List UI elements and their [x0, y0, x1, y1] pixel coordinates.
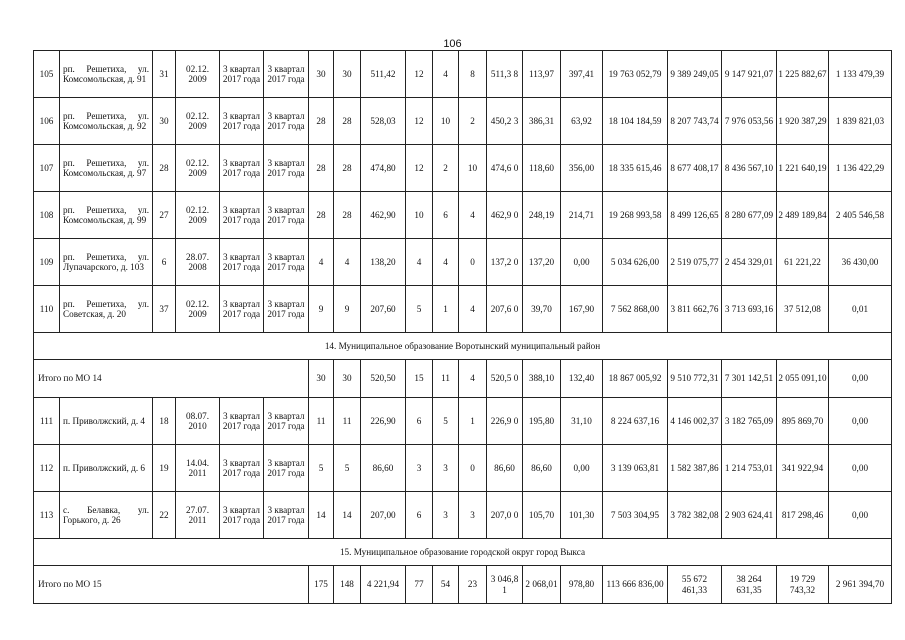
section-header-row: [34, 539, 892, 566]
table-cell: 3 квартал 2017 года: [220, 145, 264, 192]
section-title: 15. Муниципальное образование городской округ город Выкса: [34, 539, 892, 566]
table-cell: 0,01: [829, 286, 892, 333]
address-cell: рп. Решетиха, ул. Лупачарского, д. 103: [60, 239, 153, 286]
table-cell: 02.12. 2009: [176, 51, 220, 98]
table-cell: 55 672 461,33: [668, 566, 722, 604]
table-cell: 2 454 329,01: [722, 239, 777, 286]
table-cell: 28: [309, 145, 334, 192]
address-cell: рп. Решетиха, ул. Комсомольская, д. 92: [60, 98, 153, 145]
row-number: 105: [34, 51, 60, 98]
table-cell: 11: [433, 360, 459, 398]
table-cell: 2: [433, 145, 459, 192]
table-cell: 3 квартал 2017 года: [220, 286, 264, 333]
table-cell: 3 782 382,08: [668, 492, 722, 539]
total-row: [34, 566, 892, 604]
table-cell: 4: [459, 286, 487, 333]
table-cell: 895 869,70: [777, 398, 829, 445]
table-cell: 28: [334, 192, 361, 239]
table-cell: 3 квартал 2017 года: [220, 98, 264, 145]
table-cell: 36 430,00: [829, 239, 892, 286]
table-cell: 3 квартал 2017 года: [220, 239, 264, 286]
table-cell: 1 133 479,39: [829, 51, 892, 98]
table-cell: 462,9 0: [487, 192, 523, 239]
table-cell: 14: [334, 492, 361, 539]
table-cell: 38 264 631,35: [722, 566, 777, 604]
table-cell: 3: [433, 445, 459, 492]
table-cell: 207,60: [361, 286, 406, 333]
row-number: 110: [34, 286, 60, 333]
table-cell: 4 221,94: [361, 566, 406, 604]
table-cell: 8 436 567,10: [722, 145, 777, 192]
table-cell: 8 224 637,16: [603, 398, 668, 445]
table-cell: 7 301 142,51: [722, 360, 777, 398]
table-cell: 113,97: [523, 51, 561, 98]
table-cell: 1 225 882,67: [777, 51, 829, 98]
section-title: 14. Муниципальное образование Воротынский муниципальный район: [34, 333, 892, 360]
table-cell: 11: [309, 398, 334, 445]
table-row: [34, 445, 892, 492]
table-cell: 118,60: [523, 145, 561, 192]
table-cell: 31: [153, 51, 176, 98]
table-cell: 207,0 0: [487, 492, 523, 539]
table-cell: 14.04. 2011: [176, 445, 220, 492]
table-cell: 31,10: [561, 398, 603, 445]
address-cell: рп. Решетиха, ул. Комсомольская, д. 99: [60, 192, 153, 239]
table-row: [34, 398, 892, 445]
table-cell: 18: [153, 398, 176, 445]
table-cell: 1: [433, 286, 459, 333]
row-number: 106: [34, 98, 60, 145]
table-row: [34, 51, 892, 98]
table-cell: 2 068,01: [523, 566, 561, 604]
address-cell: с. Белавка, ул. Горького, д. 26: [60, 492, 153, 539]
table-cell: 28: [334, 145, 361, 192]
table-cell: 3 квартал 2017 года: [264, 286, 309, 333]
table-cell: 450,2 3: [487, 98, 523, 145]
table-cell: 6: [406, 492, 433, 539]
row-number: 112: [34, 445, 60, 492]
table-cell: 3 квартал 2017 года: [264, 192, 309, 239]
table-row: [34, 192, 892, 239]
table-cell: 6: [153, 239, 176, 286]
table-cell: 30: [334, 51, 361, 98]
table-cell: 3 квартал 2017 года: [220, 398, 264, 445]
row-number: 109: [34, 239, 60, 286]
table-cell: 9 389 249,05: [668, 51, 722, 98]
table-cell: 0,00: [829, 398, 892, 445]
table-cell: 15: [406, 360, 433, 398]
table-cell: 6: [406, 398, 433, 445]
table-cell: 511,42: [361, 51, 406, 98]
table-cell: 113 666 836,00: [603, 566, 668, 604]
table-cell: 86,60: [523, 445, 561, 492]
table-cell: 520,5 0: [487, 360, 523, 398]
table-cell: 7 562 868,00: [603, 286, 668, 333]
table-cell: 3: [406, 445, 433, 492]
table-cell: 1 136 422,29: [829, 145, 892, 192]
table-cell: 12: [406, 98, 433, 145]
table-cell: 520,50: [361, 360, 406, 398]
table-cell: 3 квартал 2017 года: [264, 98, 309, 145]
table-cell: 8 280 677,09: [722, 192, 777, 239]
total-row: [34, 360, 892, 398]
table-cell: 3 139 063,81: [603, 445, 668, 492]
table-cell: 9 147 921,07: [722, 51, 777, 98]
table-cell: 28: [334, 98, 361, 145]
table-cell: 8 207 743,74: [668, 98, 722, 145]
table-cell: 3 квартал 2017 года: [220, 492, 264, 539]
table-cell: 19: [153, 445, 176, 492]
table-cell: 2 489 189,84: [777, 192, 829, 239]
table-cell: 1 582 387,86: [668, 445, 722, 492]
table-cell: 8 677 408,17: [668, 145, 722, 192]
table-cell: 3 квартал 2017 года: [264, 398, 309, 445]
address-cell: п. Приволжский, д. 6: [60, 445, 153, 492]
table-cell: 8: [459, 51, 487, 98]
row-number: 113: [34, 492, 60, 539]
table-cell: 386,31: [523, 98, 561, 145]
address-cell: п. Приволжский, д. 4: [60, 398, 153, 445]
table-cell: 28: [309, 192, 334, 239]
table-cell: 0,00: [561, 239, 603, 286]
table-cell: 9 510 772,31: [668, 360, 722, 398]
table-cell: 2 961 394,70: [829, 566, 892, 604]
table-cell: 388,10: [523, 360, 561, 398]
table-cell: 511,3 8: [487, 51, 523, 98]
table-cell: 4: [433, 239, 459, 286]
table-cell: 28: [153, 145, 176, 192]
table-cell: 37: [153, 286, 176, 333]
table-cell: 207,6 0: [487, 286, 523, 333]
table-cell: 2 903 624,41: [722, 492, 777, 539]
table-cell: 27: [153, 192, 176, 239]
table-cell: 4: [406, 239, 433, 286]
table-cell: 397,41: [561, 51, 603, 98]
table-cell: 105,70: [523, 492, 561, 539]
table-cell: 28: [309, 98, 334, 145]
table-cell: 1 214 753,01: [722, 445, 777, 492]
table-cell: 02.12. 2009: [176, 192, 220, 239]
table-cell: 54: [433, 566, 459, 604]
table-cell: 248,19: [523, 192, 561, 239]
table-cell: 175: [309, 566, 334, 604]
table-cell: 18 335 615,46: [603, 145, 668, 192]
table-cell: 3 квартал 2017 года: [264, 492, 309, 539]
address-cell: рп. Решетиха, ул. Комсомольская, д. 97: [60, 145, 153, 192]
table-cell: 4: [459, 192, 487, 239]
table-cell: 12: [406, 145, 433, 192]
table-cell: 356,00: [561, 145, 603, 192]
total-label: Итого по МО 14: [34, 360, 309, 398]
table-cell: 817 298,46: [777, 492, 829, 539]
table-cell: 3 квартал 2017 года: [264, 145, 309, 192]
table-cell: 0,00: [829, 360, 892, 398]
table-cell: 86,60: [361, 445, 406, 492]
table-cell: 30: [153, 98, 176, 145]
table-cell: 11: [334, 398, 361, 445]
table-cell: 978,80: [561, 566, 603, 604]
table-row: [34, 145, 892, 192]
table-cell: 18 867 005,92: [603, 360, 668, 398]
table-cell: 138,20: [361, 239, 406, 286]
table-cell: 167,90: [561, 286, 603, 333]
table-cell: 214,71: [561, 192, 603, 239]
table-cell: 1 221 640,19: [777, 145, 829, 192]
table-cell: 0,00: [561, 445, 603, 492]
table-cell: 37 512,08: [777, 286, 829, 333]
table-cell: 226,9 0: [487, 398, 523, 445]
table-cell: 207,00: [361, 492, 406, 539]
table-cell: 10: [406, 192, 433, 239]
table-cell: 10: [433, 98, 459, 145]
table-cell: 7 976 053,56: [722, 98, 777, 145]
table-cell: 474,80: [361, 145, 406, 192]
table-cell: 30: [309, 360, 334, 398]
table-cell: 5: [309, 445, 334, 492]
table-cell: 1 839 821,03: [829, 98, 892, 145]
table-cell: 4: [459, 360, 487, 398]
table-cell: 0,00: [829, 492, 892, 539]
table-cell: 462,90: [361, 192, 406, 239]
table-cell: 86,60: [487, 445, 523, 492]
table-row: [34, 492, 892, 539]
table-cell: 137,2 0: [487, 239, 523, 286]
table-cell: 0: [459, 239, 487, 286]
table-cell: 12: [406, 51, 433, 98]
table-cell: 19 729 743,32: [777, 566, 829, 604]
table-cell: 5: [406, 286, 433, 333]
table-cell: 4: [309, 239, 334, 286]
table-cell: 63,92: [561, 98, 603, 145]
table-cell: 3 182 765,09: [722, 398, 777, 445]
table-cell: 61 221,22: [777, 239, 829, 286]
table-cell: 1: [459, 398, 487, 445]
table-cell: 77: [406, 566, 433, 604]
table-cell: 226,90: [361, 398, 406, 445]
table-cell: 3 713 693,16: [722, 286, 777, 333]
table-cell: 02.12. 2009: [176, 145, 220, 192]
row-number: 111: [34, 398, 60, 445]
table-cell: 30: [309, 51, 334, 98]
total-label: Итого по МО 15: [34, 566, 309, 604]
table-cell: 148: [334, 566, 361, 604]
table-cell: 2 519 075,77: [668, 239, 722, 286]
table-cell: 137,20: [523, 239, 561, 286]
table-cell: 0,00: [829, 445, 892, 492]
table-cell: 3 квартал 2017 года: [264, 445, 309, 492]
table-cell: 27.07. 2011: [176, 492, 220, 539]
table-cell: 4: [433, 51, 459, 98]
table-cell: 2 405 546,58: [829, 192, 892, 239]
table-cell: 474,6 0: [487, 145, 523, 192]
table-cell: 101,30: [561, 492, 603, 539]
table-cell: 341 922,94: [777, 445, 829, 492]
row-number: 108: [34, 192, 60, 239]
table-row: [34, 98, 892, 145]
table-cell: 132,40: [561, 360, 603, 398]
page-number: 106: [443, 38, 462, 50]
table-cell: 3 811 662,76: [668, 286, 722, 333]
table-cell: 3 квартал 2017 года: [264, 239, 309, 286]
table-cell: 3: [433, 492, 459, 539]
section-header-row: [34, 333, 892, 360]
address-cell: рп. Решетиха, ул. Советская, д. 20: [60, 286, 153, 333]
table-cell: 30: [334, 360, 361, 398]
table-cell: 28.07. 2008: [176, 239, 220, 286]
table-cell: 9: [309, 286, 334, 333]
table-cell: 6: [433, 192, 459, 239]
table-cell: 23: [459, 566, 487, 604]
table-cell: 10: [459, 145, 487, 192]
table-cell: 3 квартал 2017 года: [220, 192, 264, 239]
table-row: [34, 239, 892, 286]
table-cell: 8 499 126,65: [668, 192, 722, 239]
table-row: [34, 286, 892, 333]
table-cell: 3 квартал 2017 года: [220, 51, 264, 98]
table-cell: 5: [334, 445, 361, 492]
table-cell: 0: [459, 445, 487, 492]
table-cell: 3 квартал 2017 года: [220, 445, 264, 492]
table-cell: 3 046,8 1: [487, 566, 523, 604]
table-cell: 4: [334, 239, 361, 286]
table-cell: 9: [334, 286, 361, 333]
housing-program-table: [33, 50, 892, 604]
table-cell: 528,03: [361, 98, 406, 145]
table-cell: 1 920 387,29: [777, 98, 829, 145]
table-cell: 14: [309, 492, 334, 539]
table-cell: 2: [459, 98, 487, 145]
table-cell: 4 146 002,37: [668, 398, 722, 445]
table-cell: 3: [459, 492, 487, 539]
table-cell: 02.12. 2009: [176, 286, 220, 333]
table-cell: 195,80: [523, 398, 561, 445]
table-cell: 18 104 184,59: [603, 98, 668, 145]
table-cell: 02.12. 2009: [176, 98, 220, 145]
table-cell: 08.07. 2010: [176, 398, 220, 445]
table-cell: 7 503 304,95: [603, 492, 668, 539]
row-number: 107: [34, 145, 60, 192]
table-cell: 3 квартал 2017 года: [264, 51, 309, 98]
table-cell: 19 763 052,79: [603, 51, 668, 98]
table-cell: 22: [153, 492, 176, 539]
table-cell: 2 055 091,10: [777, 360, 829, 398]
table-cell: 19 268 993,58: [603, 192, 668, 239]
address-cell: рп. Решетиха, ул. Комсомольская, д. 91: [60, 51, 153, 98]
table-cell: 39,70: [523, 286, 561, 333]
table-cell: 5 034 626,00: [603, 239, 668, 286]
table-cell: 5: [433, 398, 459, 445]
